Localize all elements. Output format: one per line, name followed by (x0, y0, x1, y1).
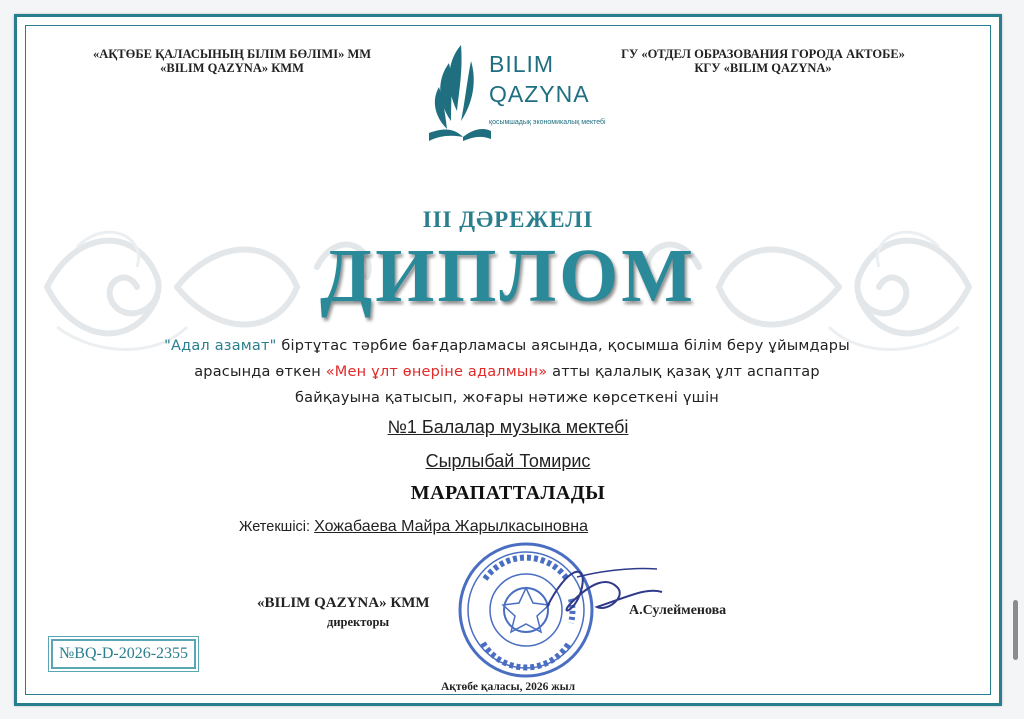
diploma-title: ДИПЛОМ (320, 234, 696, 318)
logo-word-qazyna: QAZYNA (489, 81, 590, 107)
program-name: "Адал азамат" (164, 338, 277, 354)
supervisor-name: Хожабаева Майра Жарылкасыновна (314, 518, 589, 535)
org-left (67, 47, 397, 75)
vertical-scrollbar[interactable] (1013, 600, 1018, 660)
award-description (157, 333, 857, 411)
logo-word-bilim: BILIM (489, 51, 555, 77)
director-name: А.Сулейменова (629, 603, 727, 618)
signing-organization: «BILIM QAZYNA» КММ (257, 595, 430, 611)
org-left-line1: «АҚТӨБЕ ҚАЛАСЫНЫҢ БІЛІМ БӨЛІМІ» ММ (92, 47, 372, 61)
certificate-sheet (14, 14, 1002, 706)
place-and-year: Ақтөбе қаласы, 2026 жыл (440, 681, 576, 693)
logo-tagline: қосымшадық экономикалық мектебі (489, 119, 606, 126)
description-part2: атты қалалық қазақ ұлт аспаптар байқауына қатысып, жоғары нәтиже көрсеткені үшін (295, 364, 820, 406)
contest-name: «Мен ұлт өнеріне адалмын» (325, 364, 548, 380)
supervisor-label: Жетекшісі: (239, 519, 315, 535)
supervisor-line (239, 518, 588, 536)
org-right-line2: КГУ «BILIM QAZYNA» (694, 61, 832, 75)
description-part1: біртұтас тәрбие бағдарламасы аясында, қосымша білім беру ұйымдары арасында өткен (194, 338, 850, 380)
degree-heading: III ДӘРЕЖЕЛІ (422, 207, 594, 232)
org-left-line2: «BILIM QAZYNA» КММ (160, 61, 304, 75)
org-right (583, 47, 943, 75)
bilim-qazyna-logo (427, 41, 606, 161)
org-right-line1: ГУ «ОТДЕЛ ОБРАЗОВАНИЯ ГОРОДА АКТОБЕ» (621, 47, 905, 61)
student-name: Сырлыбай Томирис (425, 451, 591, 471)
director-position: директоры (327, 615, 390, 629)
diploma-number: №BQ-D-2026-2355 (51, 639, 196, 669)
book-with-feathers-logo-icon (427, 41, 491, 153)
awarded-text: МАРАПАТТАЛАДЫ (410, 482, 606, 504)
school-name: №1 Балалар музыка мектебі (387, 417, 629, 437)
